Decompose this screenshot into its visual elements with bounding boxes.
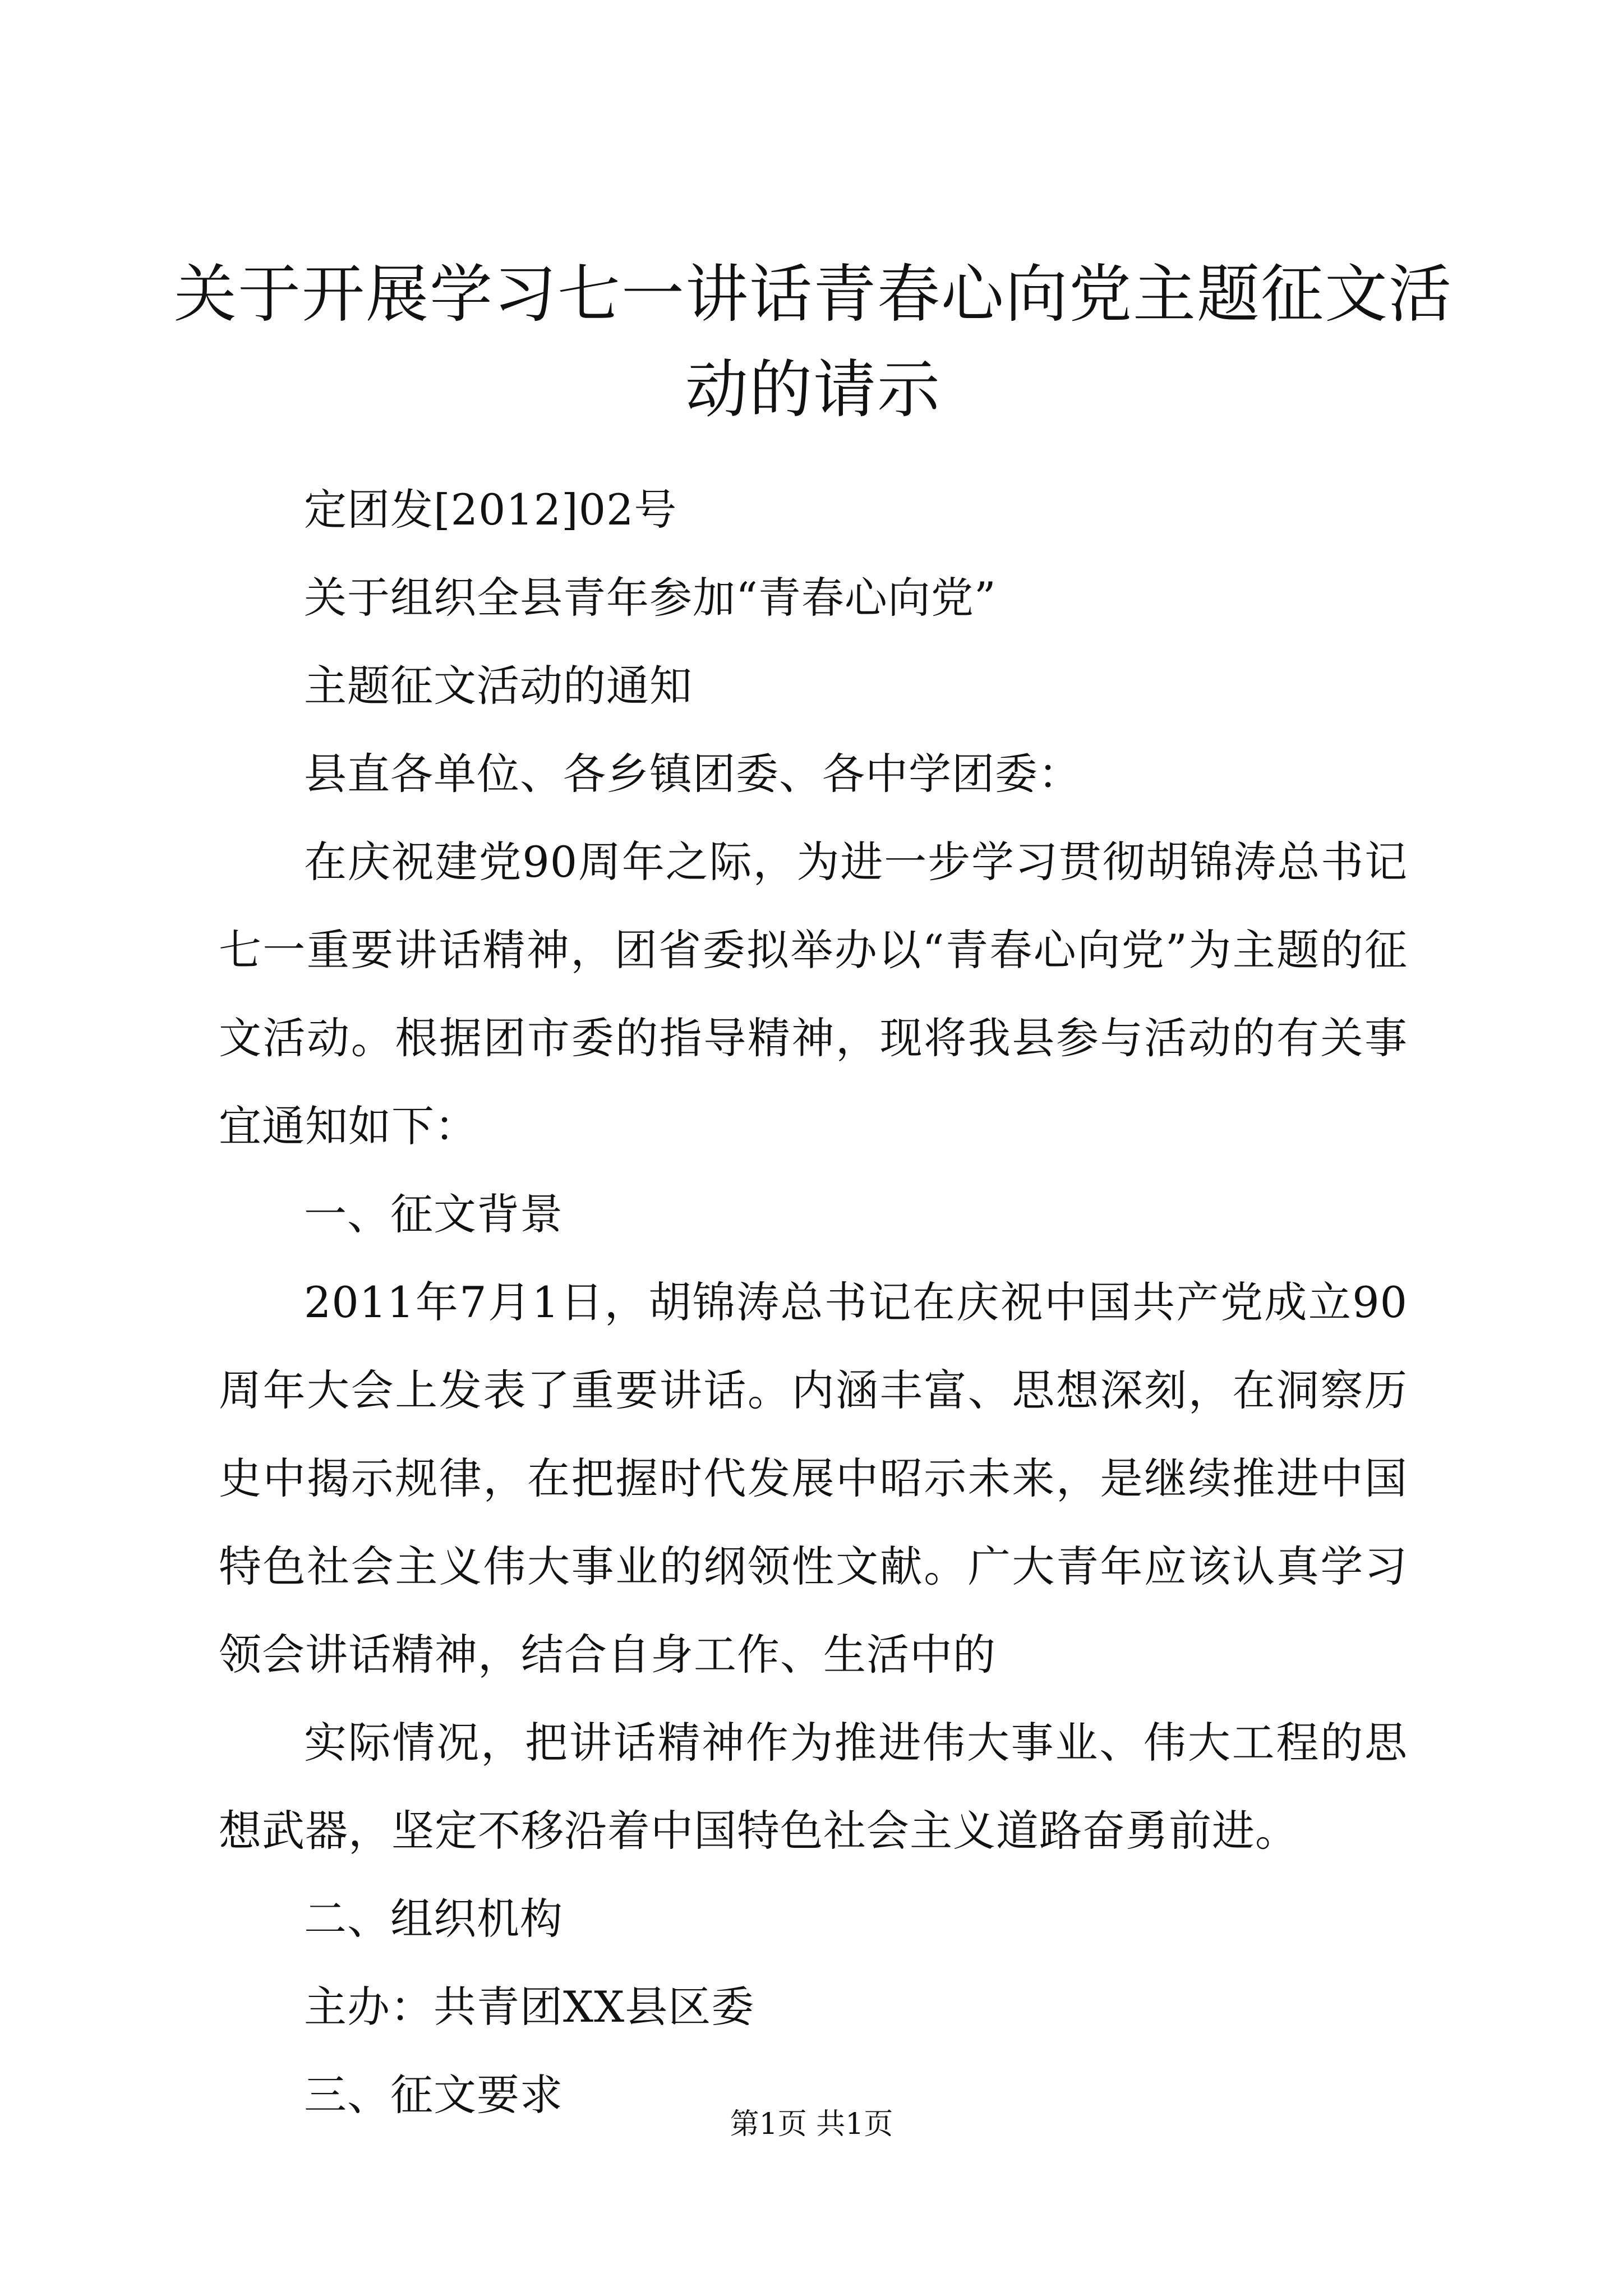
- notice-title-line-2: 主题征文活动的通知: [304, 661, 693, 711]
- section-heading-organization: 二、组织机构: [304, 1894, 563, 1944]
- background-paragraph: 2011年7月1日，胡锦涛总书记在庆祝中国共产党成立90周年大会上发表了重要讲话。内涵丰富、思想深刻，在洞察历史中揭示规律，在把握时代发展中昭示未来，是继续推进中国特色社会主义伟大事业的纲领性文献。广大青年应该认真学习领会讲话精神，结合自身工作、生活中的: [219, 1277, 1408, 1680]
- section-heading-background: 一、征文背景: [304, 1189, 563, 1239]
- background-continuation-paragraph: 实际情况，把讲话精神作为推进伟大事业、伟大工程的思想武器，坚定不移沿着中国特色社会主义道路奋勇前进。: [219, 1718, 1408, 1856]
- document-number: 定团发[2012]02号: [304, 485, 677, 535]
- section-heading-requirements: 三、征文要求: [304, 2070, 563, 2120]
- page-footer: 第1页 共1页: [730, 2108, 893, 2141]
- organizer-line: 主办：共青团XX县区委: [304, 1982, 755, 2032]
- notice-title-line-1: 关于组织全县青年参加“青春心向党”: [304, 573, 997, 623]
- document-title: 关于开展学习七一讲话青春心向党主题征文活动的请示: [174, 258, 1453, 426]
- document-body: [219, 466, 1408, 2139]
- recipients-line: 县直各单位、各乡镇团委、各中学团委：: [304, 749, 1081, 799]
- intro-paragraph: 在庆祝建党90周年之际，为进一步学习贯彻胡锦涛总书记七一重要讲话精神，团省委拟举办以“青春心向党”为主题的征文活动。根据团市委的指导精神，现将我县参与活动的有关事宜通知如下：: [219, 837, 1408, 1151]
